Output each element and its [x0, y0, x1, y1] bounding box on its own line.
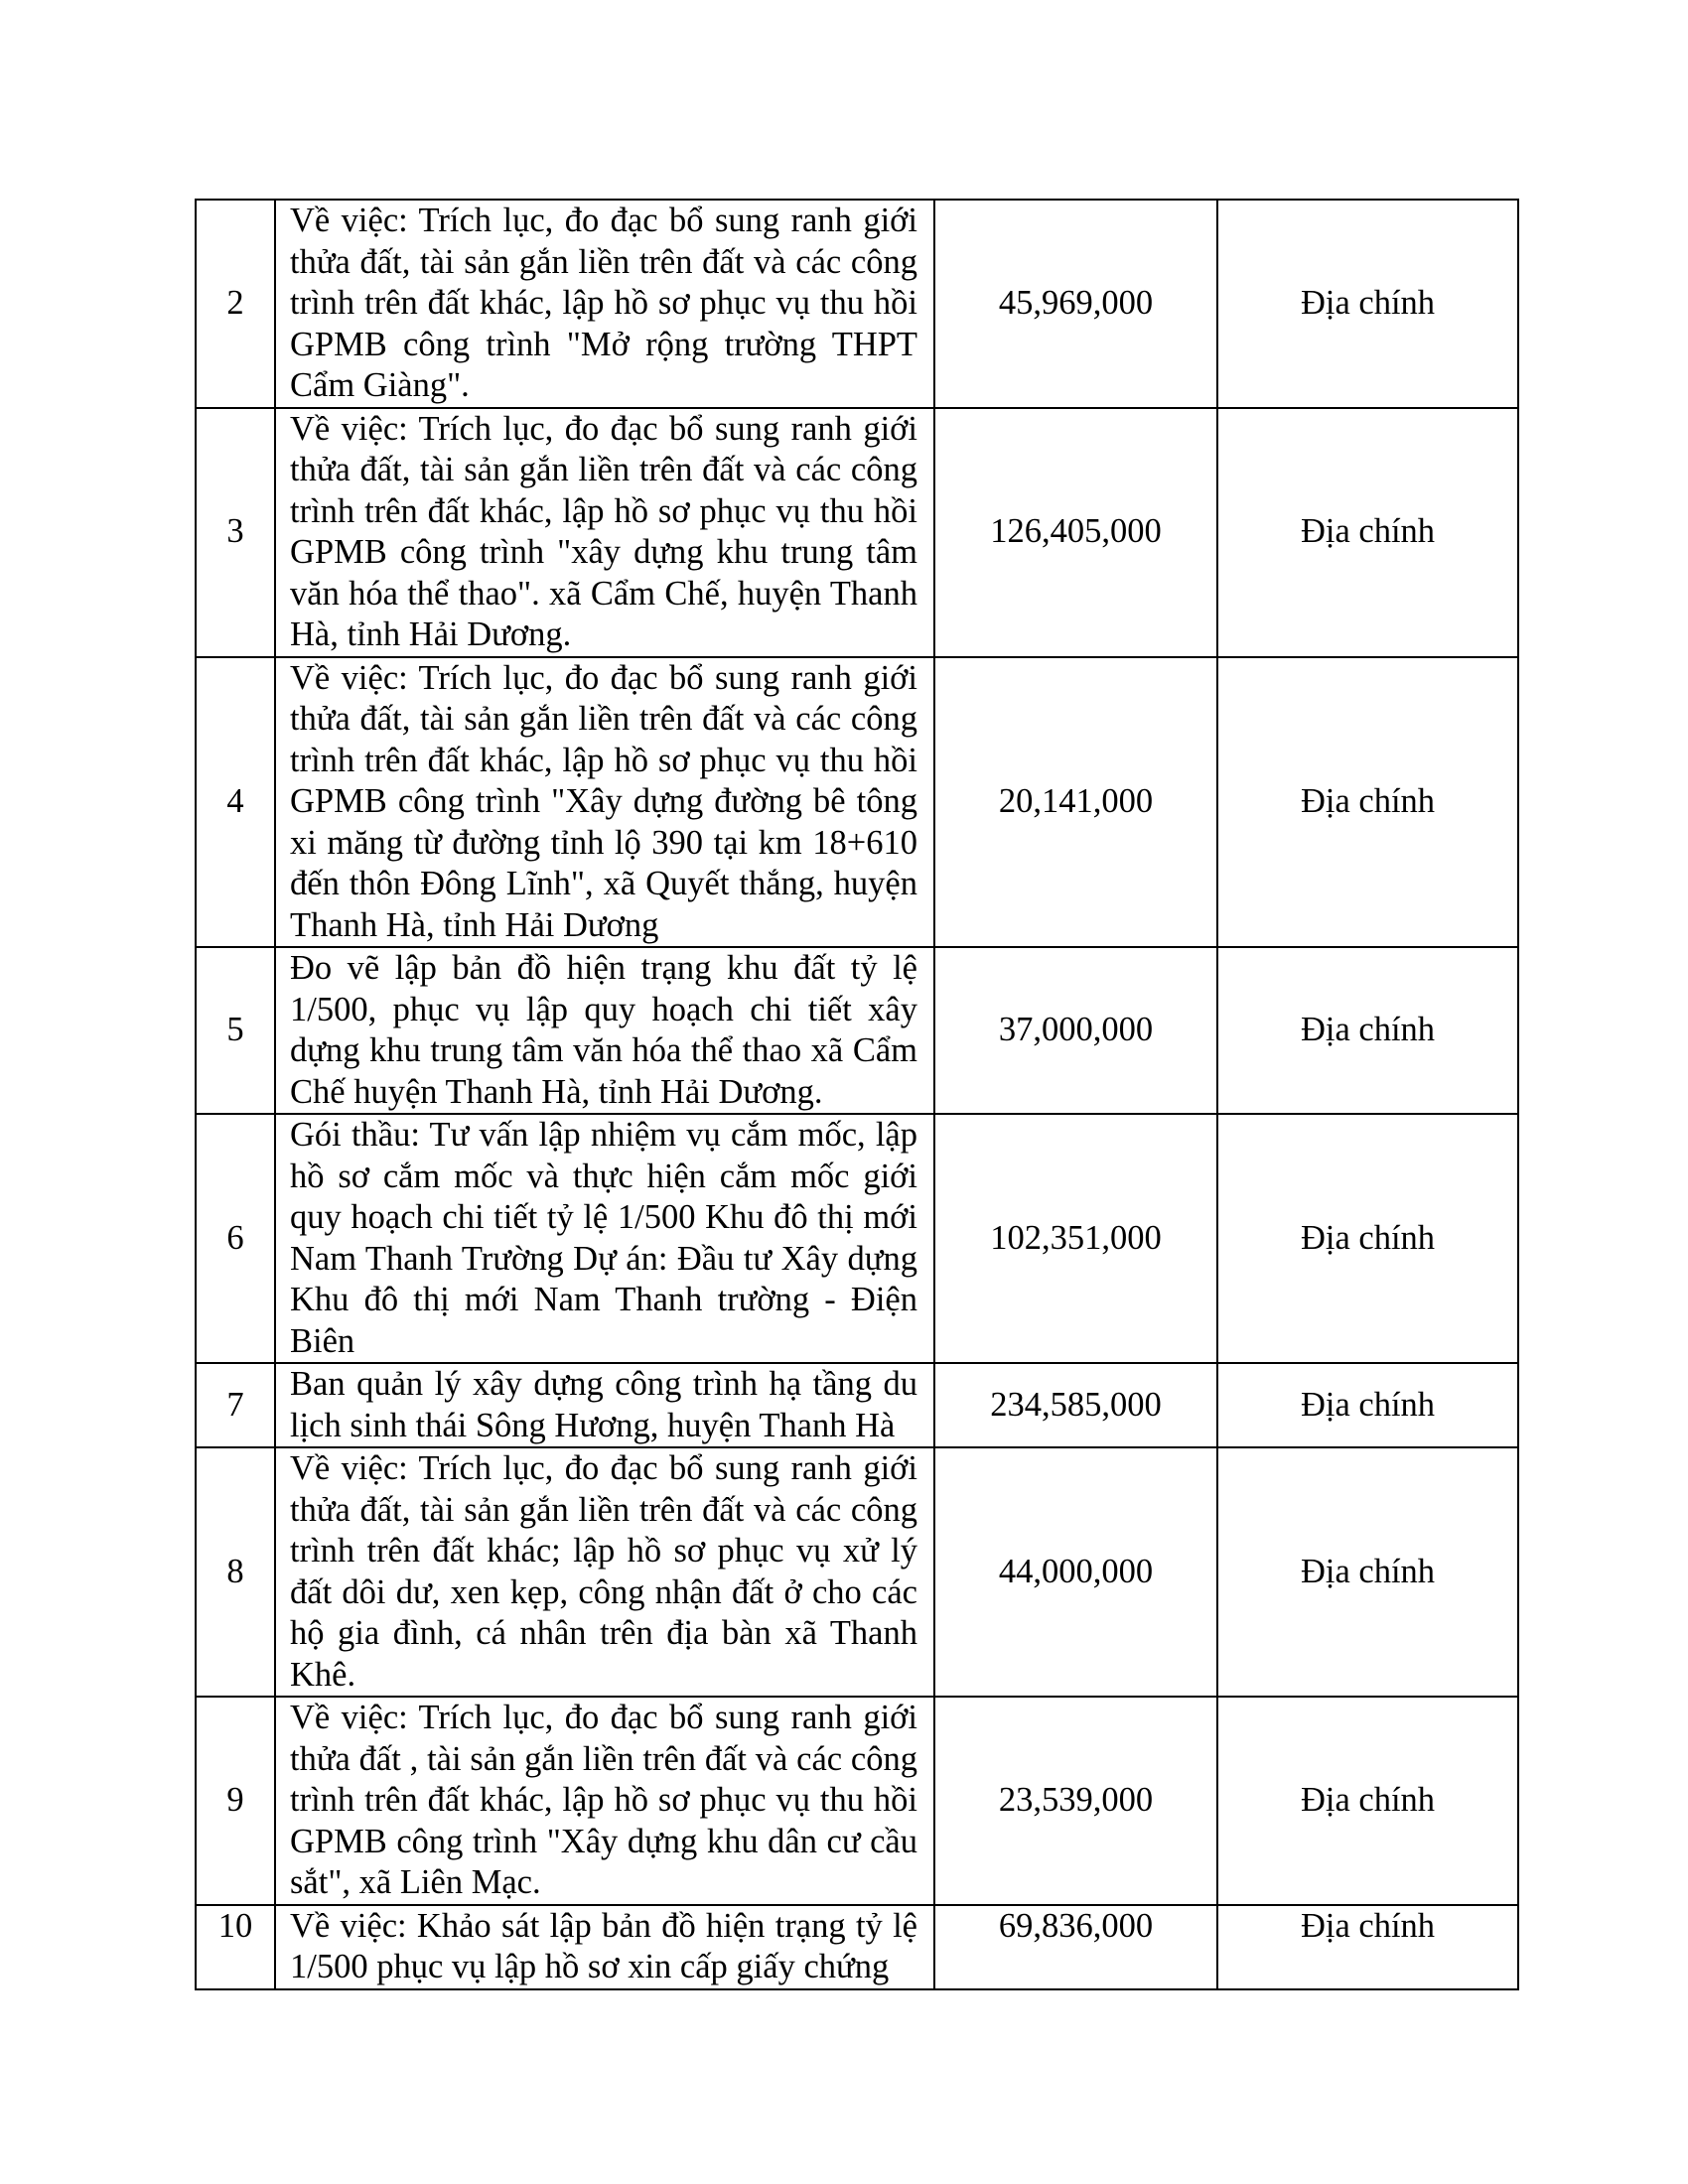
row-department: Địa chính — [1217, 1363, 1518, 1447]
row-amount: 44,000,000 — [934, 1447, 1217, 1697]
row-description: Về việc: Trích lục, đo đạc bổ sung ranh giới thửa đất, tài sản gắn liền trên đất và các công trình trên đất khác, lập hồ sơ phục vụ thu hồi GPMB công trình "xây dựng khu trung tâm văn hóa thể thao". xã Cẩm Chế, huyện Thanh Hà, tỉnh Hải Dương. — [275, 408, 934, 657]
row-amount: 126,405,000 — [934, 408, 1217, 657]
table-row — [196, 200, 1518, 408]
row-department: Địa chính — [1217, 1697, 1518, 1905]
row-description: Gói thầu: Tư vấn lập nhiệm vụ cắm mốc, lập hồ sơ cắm mốc và thực hiện cắm mốc giới quy hoạch chi tiết tỷ lệ 1/500 Khu đô thị mới Nam Thanh Trường Dự án: Đầu tư Xây dựng Khu đô thị mới Nam Thanh trường - Điện Biên — [275, 1114, 934, 1363]
table-row — [196, 947, 1518, 1114]
table-row — [196, 1697, 1518, 1905]
row-department: Địa chính — [1217, 947, 1518, 1114]
row-description: Về việc: Trích lục, đo đạc bổ sung ranh giới thửa đất, tài sản gắn liền trên đất và các công trình trên đất khác, lập hồ sơ phục vụ thu hồi GPMB công trình "Mở rộng trường THPT Cẩm Giàng". — [275, 200, 934, 408]
row-amount: 20,141,000 — [934, 657, 1217, 948]
row-amount: 69,836,000 — [934, 1905, 1217, 1989]
row-number: 6 — [196, 1114, 275, 1363]
row-amount: 45,969,000 — [934, 200, 1217, 408]
row-number: 4 — [196, 657, 275, 948]
row-department: Địa chính — [1217, 1114, 1518, 1363]
row-amount: 37,000,000 — [934, 947, 1217, 1114]
row-description: Về việc: Khảo sát lập bản đồ hiện trạng tỷ lệ 1/500 phục vụ lập hồ sơ xin cấp giấy chứng — [275, 1905, 934, 1989]
row-number: 2 — [196, 200, 275, 408]
row-number: 7 — [196, 1363, 275, 1447]
row-number: 3 — [196, 408, 275, 657]
table-row — [196, 1114, 1518, 1363]
table-row — [196, 1905, 1518, 1989]
row-amount: 23,539,000 — [934, 1697, 1217, 1905]
table-row — [196, 408, 1518, 657]
row-description: Về việc: Trích lục, đo đạc bổ sung ranh giới thửa đất, tài sản gắn liền trên đất và các công trình trên đất khác; lập hồ sơ phục vụ xử lý đất dôi dư, xen kẹp, công nhận đất ở cho các hộ gia đình, cá nhân trên địa bàn xã Thanh Khê. — [275, 1447, 934, 1697]
row-department: Địa chính — [1217, 657, 1518, 948]
row-department: Địa chính — [1217, 200, 1518, 408]
row-number: 8 — [196, 1447, 275, 1697]
row-description: Đo vẽ lập bản đồ hiện trạng khu đất tỷ lệ 1/500, phục vụ lập quy hoạch chi tiết xây dựng khu trung tâm văn hóa thể thao xã Cẩm Chế huyện Thanh Hà, tỉnh Hải Dương. — [275, 947, 934, 1114]
table-row — [196, 1363, 1518, 1447]
row-description: Ban quản lý xây dựng công trình hạ tầng du lịch sinh thái Sông Hương, huyện Thanh Hà — [275, 1363, 934, 1447]
row-number: 9 — [196, 1697, 275, 1905]
row-department: Địa chính — [1217, 1905, 1518, 1989]
table-row — [196, 1447, 1518, 1697]
table-row — [196, 657, 1518, 948]
row-description: Về việc: Trích lục, đo đạc bổ sung ranh giới thửa đất, tài sản gắn liền trên đất và các công trình trên đất khác, lập hồ sơ phục vụ thu hồi GPMB công trình "Xây dựng đường bê tông xi măng từ đường tỉnh lộ 390 tại km 18+610 đến thôn Đông Lĩnh", xã Quyết thắng, huyện Thanh Hà, tỉnh Hải Dương — [275, 657, 934, 948]
row-number: 5 — [196, 947, 275, 1114]
row-department: Địa chính — [1217, 408, 1518, 657]
row-amount: 102,351,000 — [934, 1114, 1217, 1363]
row-amount: 234,585,000 — [934, 1363, 1217, 1447]
row-description: Về việc: Trích lục, đo đạc bổ sung ranh giới thửa đất , tài sản gắn liền trên đất và các công trình trên đất khác, lập hồ sơ phục vụ thu hồi GPMB công trình "Xây dựng khu dân cư cầu sắt", xã Liên Mạc. — [275, 1697, 934, 1905]
row-department: Địa chính — [1217, 1447, 1518, 1697]
row-number: 10 — [196, 1905, 275, 1989]
contracts-table — [195, 199, 1519, 1990]
